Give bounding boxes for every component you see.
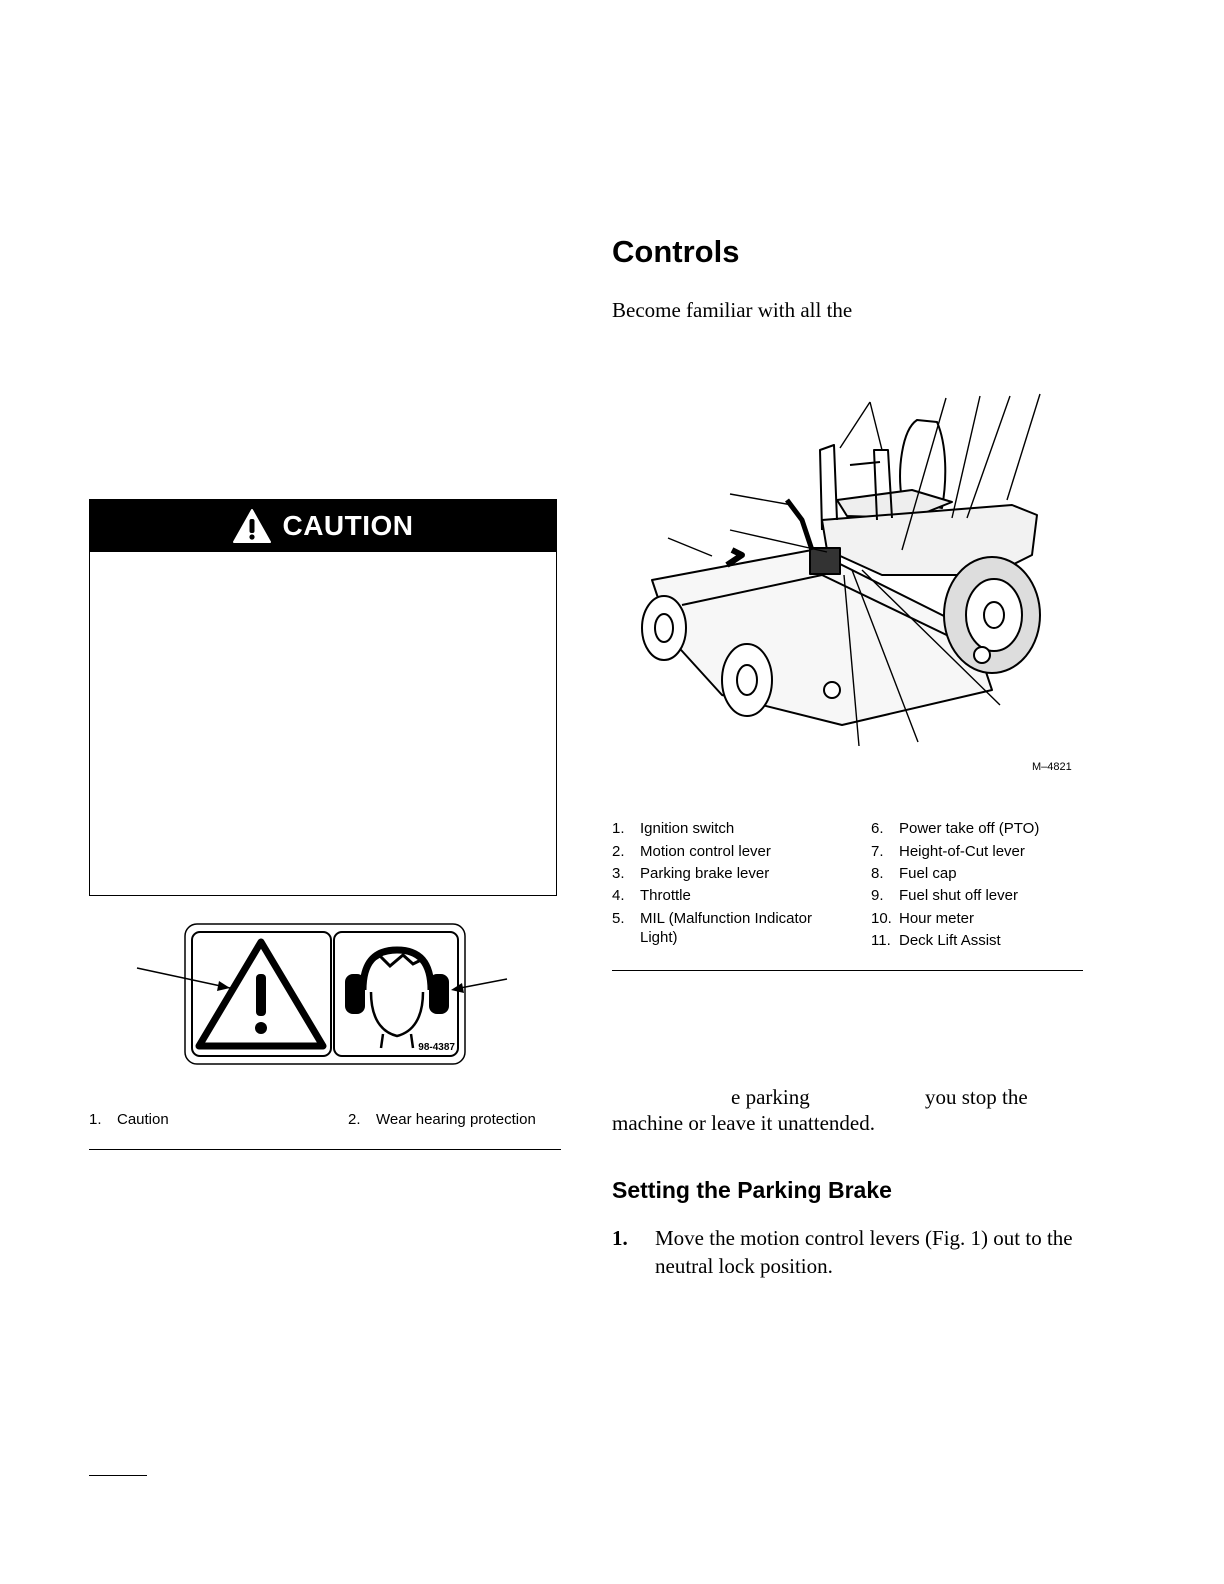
- legend-item: 1. Caution: [89, 1111, 169, 1128]
- caution-title: CAUTION: [282, 510, 414, 541]
- intro-text: Become familiar with all the: [612, 298, 853, 322]
- step-text: Move the motion control levers (Fig. 1) out to the neutral lock position.: [655, 1226, 1073, 1278]
- divider: [612, 970, 1083, 971]
- decal-code: 98-4387: [418, 1042, 455, 1053]
- safety-decal: [135, 922, 515, 1067]
- step-number: 1.: [612, 1226, 628, 1250]
- subsection-heading: Setting the Parking Brake: [612, 1177, 892, 1203]
- text-fragment: you stop the: [925, 1085, 1028, 1109]
- legend-item: 2. Wear hearing protection: [348, 1111, 536, 1128]
- section-heading: Controls: [612, 234, 740, 269]
- mower-controls-figure: [612, 390, 1084, 785]
- text-fragment: machine or leave it unattended.: [612, 1111, 875, 1135]
- figure-code: M–4821: [1032, 761, 1072, 773]
- warning-triangle-icon: [232, 508, 272, 544]
- divider: [89, 1149, 561, 1150]
- footer-rule: [89, 1475, 147, 1476]
- caution-header: [90, 500, 556, 552]
- text-fragment: e parking: [731, 1085, 810, 1109]
- caution-box: [89, 499, 557, 896]
